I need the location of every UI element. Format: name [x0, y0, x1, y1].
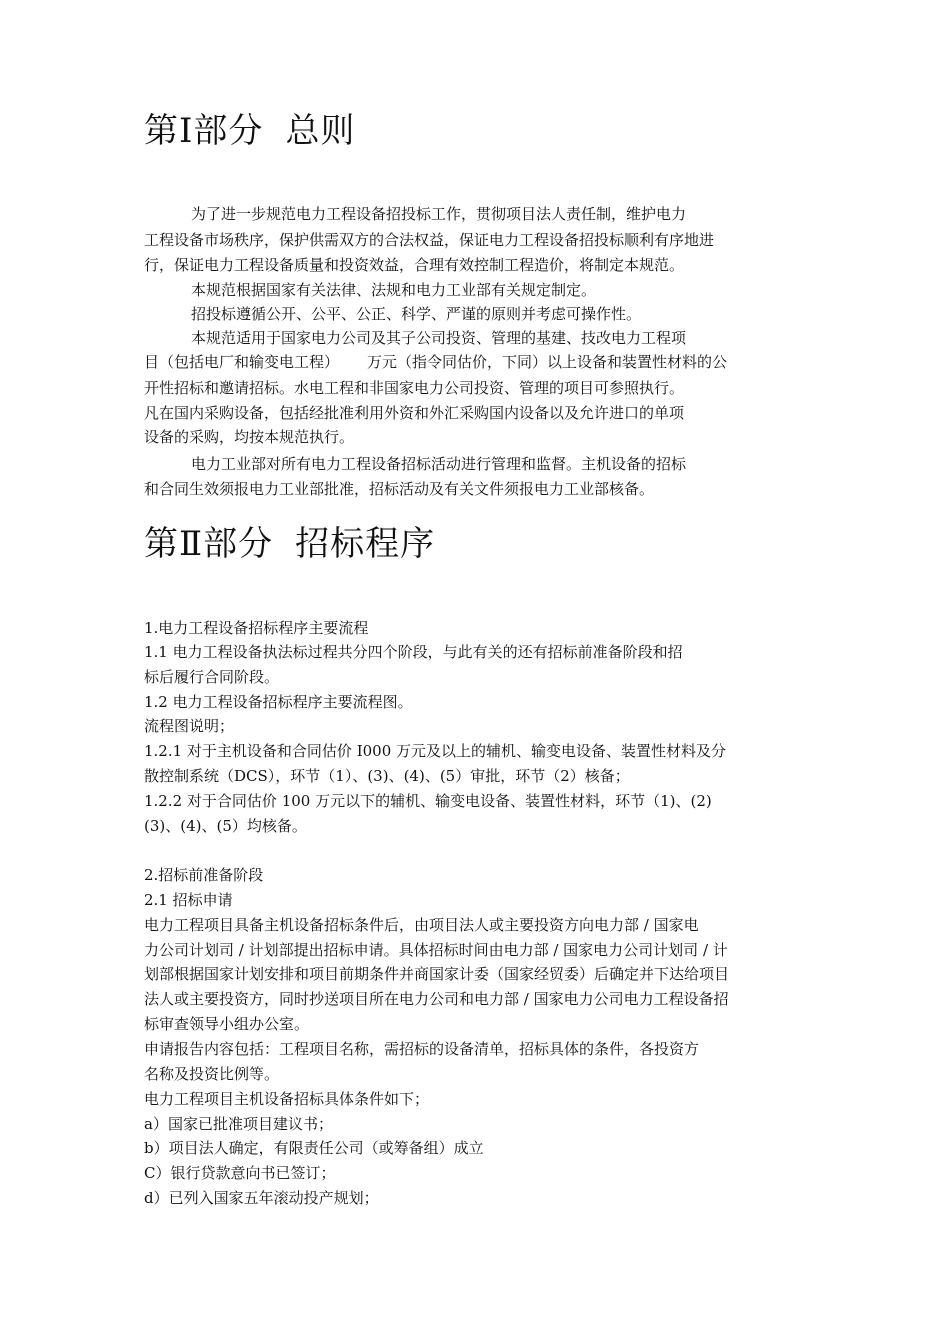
part2-line-18: 名称及投资比例等。	[144, 1065, 280, 1083]
part1-line-8: 开性招标和邀请招标。水电工程和非国家电力公司投资、管理的项目可参照执行。	[144, 379, 685, 397]
part2-line-16: 标审查领导小组办公室。	[144, 1015, 310, 1033]
part1-line-9: 凡在国内采购设备，包括经批准利用外资和外汇采购国内设备以及允许进口的单项	[144, 404, 685, 422]
part2-line-14: 划部根据国家计划安排和项目前期条件并商国家计委（国家经贸委）后确定并下达给项目	[144, 965, 730, 983]
part1-line-6: 本规范适用于国家电力公司及其子公司投资、管理的基建、技改电力工程项	[191, 329, 687, 347]
part1-line-7b: 万元（指令同估价，下同）以上设备和装置性材料的公	[367, 353, 728, 371]
part2-line-2: 1.1 电力工程设备执法标过程共分四个阶段，与此有关的还有招标前准备阶段和招	[144, 643, 683, 661]
part1-line-1: 为了进一步规范电力工程设备招投标工作，贯彻项目法人责任制，维护电力	[191, 205, 687, 223]
part1-line-2: 工程设备市场秩序，保护供需双方的合法权益，保证电力工程设备招投标顺利有序地进	[144, 231, 715, 249]
part1-heading	[144, 111, 355, 151]
part2-line-10: 2.招标前准备阶段	[144, 866, 264, 884]
part2-line-19: 电力工程项目主机设备招标具体条件如下；	[144, 1090, 430, 1108]
part1-line-10: 设备的采购，均按本规范执行。	[144, 428, 355, 446]
part1-line-3: 行，保证电力工程设备质量和投资效益，合理有效控制工程造价，将制定本规范。	[144, 256, 685, 274]
part2-heading-number: 第Ⅱ部分	[144, 524, 274, 564]
part2-line-1: 1.电力工程设备招标程序主要流程	[144, 619, 369, 637]
part1-line-11: 电力工业部对所有电力工程设备招标活动进行管理和监督。主机设备的招标	[191, 455, 687, 473]
part2-heading-title: 招标程序	[295, 524, 436, 564]
part2-line-20: a）国家已批准项目建议书；	[144, 1115, 333, 1133]
part2-line-12: 电力工程项目具备主机设备招标条件后，由项目法人或主要投资方向电力部 / 国家电	[144, 916, 699, 934]
part2-line-4: 1.2 电力工程设备招标程序主要流程图。	[144, 693, 413, 711]
part2-heading	[144, 524, 435, 564]
part1-line-7a: 目（包括电厂和输变电工程）	[144, 353, 340, 371]
part2-line-17: 申请报告内容包括：工程项目名称，需招标的设备清单，招标具体的条件，各投资方	[144, 1040, 700, 1058]
part2-line-21: b）项目法人确定，有限责任公司（或筹备组）成立	[144, 1139, 484, 1157]
part1-heading-title: 总则	[285, 111, 356, 151]
part1-line-7	[144, 353, 727, 371]
part1-line-12: 和合同生效须报电力工业部批准，招标活动及有关文件须报电力工业部核备。	[144, 480, 655, 498]
part2-line-15: 法人或主要投资方，同时抄送项目所在电力公司和电力部 / 国家电力公司电力工程设备招	[144, 990, 729, 1008]
part2-line-6: 1.2.1 对于主机设备和合同估价 I000 万元及以上的辅机、输变电设备、装置性材料及分	[144, 742, 727, 760]
part2-line-8: 1.2.2 对于合同估价 100 万元以下的辅机、输变电设备、装置性材料，环节（1)、(2)	[144, 792, 712, 810]
part2-line-13: 力公司计划司 / 计划部提出招标申请。具体招标时间由电力部 / 国家电力公司计划司 / 计	[144, 941, 728, 959]
part2-line-23: d）已列入国家五年滚动投产规划；	[144, 1189, 379, 1207]
part2-line-22: C）银行贷款意向书已签订；	[144, 1164, 336, 1182]
part2-line-3: 标后履行合同阶段。	[144, 668, 280, 686]
part2-line-5: 流程图说明；	[144, 717, 235, 735]
part2-line-7: 散控制系统（DCS），环节（1）、(3)、(4)、(5）审批，环节（2）核备；	[144, 767, 630, 785]
part2-line-11: 2.1 招标申请	[144, 891, 233, 909]
part1-heading-number: 第Ⅰ部分	[144, 111, 264, 151]
part1-line-4: 本规范根据国家有关法律、法规和电力工业部有关规定制定。	[191, 281, 597, 299]
part2-line-9: (3)、(4)、(5）均核备。	[144, 817, 307, 835]
part1-line-5: 招投标遵循公开、公平、公正、科学、严谨的原则并考虑可操作性。	[191, 305, 642, 323]
